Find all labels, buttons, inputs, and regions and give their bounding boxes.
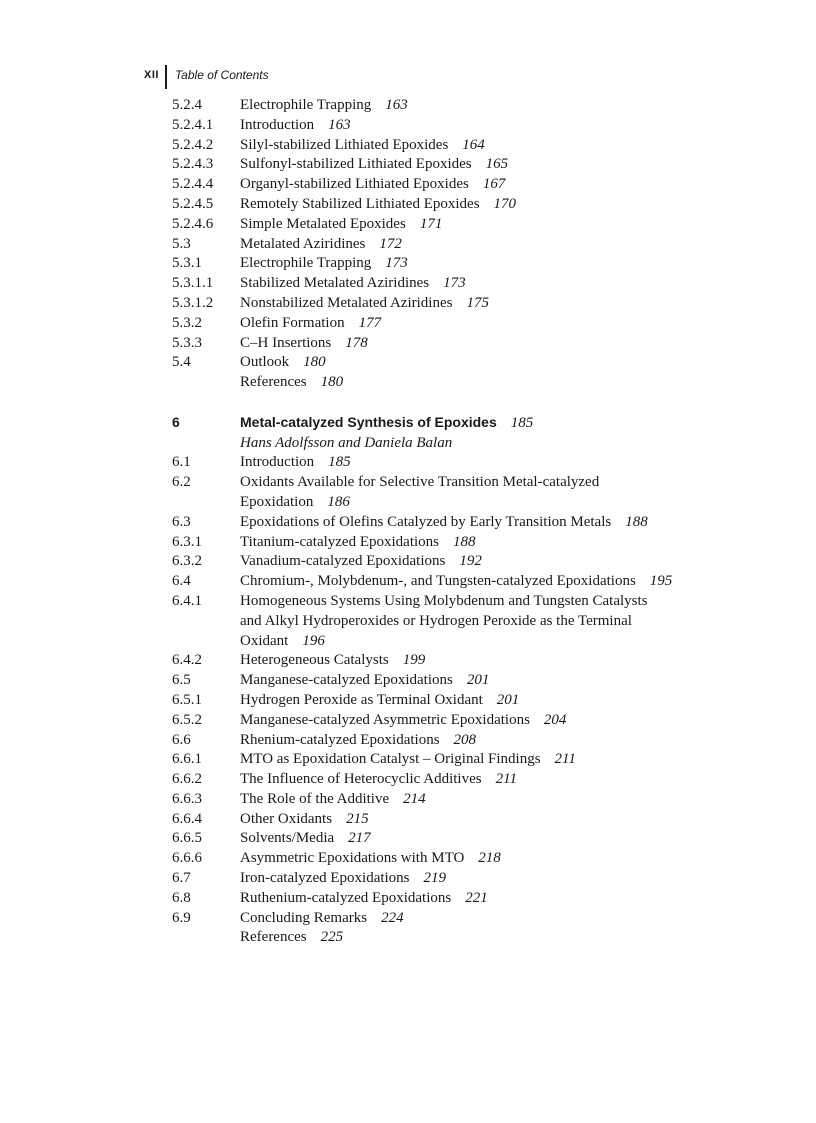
- entry-title: Simple Metalated Epoxides: [240, 215, 406, 232]
- toc-entry[interactable]: [172, 612, 732, 632]
- entry-page: 177: [358, 314, 382, 331]
- entry-number: 5.3: [172, 235, 191, 252]
- entry-number: [172, 632, 240, 652]
- entry-number: 5.2.4.4: [172, 176, 214, 193]
- toc-entry[interactable]: [172, 671, 732, 691]
- entry-title: Solvents/Media: [240, 830, 335, 847]
- entry-title: Epoxidation: [240, 493, 314, 510]
- entry-number: 6.4.2: [172, 652, 202, 669]
- entry-title: Ruthenium-catalyzed Epoxidations: [240, 889, 452, 906]
- entry-page: 164: [462, 136, 485, 153]
- entry-title: References: [240, 929, 307, 946]
- entry-title: Oxidant: [240, 632, 289, 649]
- entry-title: Hydrogen Peroxide as Terminal Oxidant: [240, 691, 483, 708]
- entry-page: 196: [302, 632, 325, 649]
- entry-page: 163: [385, 97, 408, 113]
- entry-title: Homogeneous Systems Using Molybdenum and Tungsten Catalysts: [240, 592, 648, 609]
- chapter-title: Metal-catalyzed Synthesis of Epoxides: [240, 413, 497, 430]
- entry-page: 214: [403, 790, 426, 807]
- chapter-authors: Hans Adolfsson and Daniela Balan: [240, 434, 453, 451]
- toc-entry[interactable]: [172, 592, 732, 612]
- entry-number: 5.2.4.6: [172, 215, 214, 232]
- toc-entry[interactable]: [172, 829, 732, 849]
- chapter-authors-row: [172, 434, 732, 454]
- entry-title: Nonstabilized Metalated Aziridines: [240, 294, 453, 311]
- entry-number: 6.6.3: [172, 790, 202, 807]
- entry-number: 6.5.2: [172, 711, 202, 728]
- toc-entry[interactable]: [172, 513, 732, 533]
- entry-number: 5.4: [172, 354, 191, 371]
- toc-entry[interactable]: [172, 175, 732, 195]
- entry-title: Epoxidations of Olefins Catalyzed by Early Transition Metals: [240, 513, 612, 530]
- toc-entry[interactable]: [172, 353, 732, 373]
- entry-number: 6.3.2: [172, 553, 202, 570]
- entry-title: Stabilized Metalated Aziridines: [240, 275, 430, 292]
- entry-page: 188: [453, 533, 476, 550]
- entry-page: 171: [419, 215, 443, 232]
- entry-page: 211: [495, 771, 517, 788]
- toc-entry[interactable]: [172, 314, 732, 334]
- entry-page: 186: [327, 493, 350, 510]
- entry-title: Olefin Formation: [240, 314, 345, 331]
- toc-entry[interactable]: [172, 215, 732, 235]
- entry-number: 6.6.1: [172, 751, 202, 768]
- toc-entry[interactable]: [172, 195, 732, 215]
- entry-number: 6.6.6: [172, 850, 202, 867]
- entry-page: 195: [649, 573, 673, 590]
- entry-page: 208: [453, 731, 477, 748]
- toc-entry[interactable]: [172, 96, 732, 116]
- toc-entry[interactable]: [172, 235, 732, 255]
- entry-page: 221: [465, 889, 488, 906]
- entry-number: 6.2: [172, 474, 191, 491]
- entry-number: [172, 612, 240, 632]
- entry-number: [172, 928, 240, 948]
- toc-entry[interactable]: [172, 869, 732, 889]
- entry-title: Manganese-catalyzed Epoxidations: [240, 672, 453, 689]
- toc-entry[interactable]: [172, 136, 732, 156]
- toc-entry[interactable]: [172, 750, 732, 770]
- toc-entry[interactable]: [172, 572, 732, 592]
- entry-page: 163: [328, 116, 351, 133]
- toc-entry[interactable]: [172, 373, 732, 393]
- entry-page: 219: [423, 870, 447, 887]
- toc-entry[interactable]: [172, 116, 732, 136]
- running-title: Table of Contents: [174, 68, 269, 82]
- toc-section-5: [172, 96, 732, 393]
- entry-page: 204: [543, 711, 567, 728]
- entry-title: The Role of the Additive: [240, 790, 390, 807]
- entry-number: 6.5: [172, 672, 191, 689]
- toc-entry[interactable]: [172, 711, 732, 731]
- entry-number: 5.3.1.1: [172, 275, 214, 292]
- entry-number: 6.8: [172, 889, 191, 906]
- entry-number: 6.5.1: [172, 691, 202, 708]
- entry-page: 211: [554, 751, 576, 768]
- toc-entry[interactable]: [172, 473, 732, 493]
- entry-number: 6.6: [172, 731, 191, 748]
- entry-page: 201: [496, 691, 520, 708]
- header-rule: [165, 65, 167, 89]
- chapter-page: 185: [510, 414, 534, 431]
- entry-title: Titanium-catalyzed Epoxidations: [240, 533, 439, 550]
- entry-title: References: [240, 374, 307, 391]
- toc-entry[interactable]: [172, 790, 732, 810]
- entry-number: 5.3.3: [172, 334, 202, 351]
- entry-title: Heterogeneous Catalysts: [240, 652, 389, 669]
- toc-entry[interactable]: [172, 453, 732, 473]
- entry-number: 5.2.4.1: [172, 116, 214, 133]
- entry-title: Vanadium-catalyzed Epoxidations: [240, 553, 446, 570]
- entry-title: Outlook: [240, 354, 290, 371]
- entry-title: Rhenium-catalyzed Epoxidations: [240, 731, 440, 748]
- entry-number: [172, 373, 240, 393]
- entry-title: Concluding Remarks: [240, 909, 368, 926]
- entry-number: [172, 493, 240, 513]
- entry-number: 6.6.2: [172, 771, 202, 788]
- entry-title: Introduction: [240, 116, 315, 133]
- toc-entry[interactable]: [172, 493, 732, 513]
- toc-section-6: [172, 453, 732, 948]
- entry-page: 218: [478, 850, 501, 867]
- entry-page: 201: [466, 672, 490, 689]
- entry-page: 192: [459, 553, 482, 570]
- toc-entry[interactable]: [172, 254, 732, 274]
- entry-title: Remotely Stabilized Lithiated Epoxides: [240, 195, 480, 212]
- section-spacer: [172, 393, 732, 413]
- entry-number: 6.3.1: [172, 533, 202, 550]
- entry-page: 167: [482, 176, 506, 193]
- entry-number: 5.2.4.3: [172, 156, 214, 173]
- entry-title: Other Oxidants: [240, 810, 333, 827]
- entry-number: 6.6.5: [172, 830, 202, 847]
- toc-entry[interactable]: [172, 691, 732, 711]
- entry-number: 5.3.1.2: [172, 294, 214, 311]
- entry-page: 217: [348, 830, 371, 847]
- chapter-heading[interactable]: [172, 413, 732, 434]
- entry-title: Introduction: [240, 454, 315, 471]
- toc-entry[interactable]: [172, 274, 732, 294]
- entry-title: Organyl-stabilized Lithiated Epoxides: [240, 176, 469, 193]
- entry-page: 180: [320, 374, 344, 391]
- entry-page: 188: [625, 513, 648, 530]
- entry-title: Silyl-stabilized Lithiated Epoxides: [240, 136, 449, 153]
- entry-title: Asymmetric Epoxidations with MTO: [240, 850, 465, 867]
- toc-entry[interactable]: [172, 731, 732, 751]
- entry-page: 178: [345, 334, 368, 351]
- entry-number: 6.4: [172, 573, 191, 590]
- entry-page: 175: [466, 294, 489, 311]
- entry-title: Electrophile Trapping: [240, 255, 372, 272]
- entry-number: 5.3.2: [172, 314, 202, 331]
- entry-page: 173: [443, 275, 466, 292]
- entry-page: 170: [493, 195, 517, 212]
- entry-number: 6.9: [172, 909, 191, 926]
- entry-page: 215: [346, 810, 369, 827]
- entry-number: 6.1: [172, 454, 191, 471]
- entry-page: 224: [381, 909, 404, 926]
- toc-entry[interactable]: [172, 533, 732, 553]
- entry-page: 180: [303, 354, 326, 371]
- entry-title: C–H Insertions: [240, 334, 332, 351]
- entry-page: 165: [485, 156, 509, 173]
- toc-entry[interactable]: [172, 334, 732, 354]
- toc-entry[interactable]: [172, 909, 732, 929]
- toc-entry[interactable]: [172, 294, 732, 314]
- entry-title: Sulfonyl-stabilized Lithiated Epoxides: [240, 156, 472, 173]
- entry-number: 6.4.1: [172, 592, 202, 609]
- entry-title: Oxidants Available for Selective Transition Metal-catalyzed: [240, 474, 600, 491]
- entry-title: Electrophile Trapping: [240, 97, 372, 113]
- toc-entry[interactable]: [172, 651, 732, 671]
- entry-title: The Influence of Heterocyclic Additives: [240, 771, 482, 788]
- entry-title: Metalated Aziridines: [240, 235, 366, 252]
- entry-number: 6.3: [172, 513, 191, 530]
- entry-page: 173: [385, 255, 408, 272]
- running-header: [144, 64, 269, 86]
- chapter-number: 6: [172, 413, 180, 430]
- entry-number: 5.2.4.2: [172, 136, 214, 153]
- table-of-contents: [172, 96, 732, 948]
- entry-page: 185: [328, 454, 351, 471]
- entry-number: 5.2.4.5: [172, 195, 214, 212]
- entry-number: 6.6.4: [172, 810, 202, 827]
- entry-number: 5.3.1: [172, 255, 202, 272]
- toc-entry[interactable]: [172, 632, 732, 652]
- entry-title: Manganese-catalyzed Asymmetric Epoxidations: [240, 711, 530, 728]
- entry-title: and Alkyl Hydroperoxides or Hydrogen Peroxide as the Terminal: [240, 612, 632, 629]
- toc-entry[interactable]: [172, 810, 732, 830]
- entry-title: MTO as Epoxidation Catalyst – Original Findings: [240, 751, 541, 768]
- toc-entry[interactable]: [172, 928, 732, 948]
- page-number: XII: [144, 69, 159, 81]
- entry-page: 172: [379, 235, 402, 252]
- entry-number: 5.2.4: [172, 97, 202, 113]
- entry-title: Chromium-, Molybdenum-, and Tungsten-catalyzed Epoxidations: [240, 573, 636, 590]
- entry-page: 225: [320, 929, 344, 946]
- toc-entry[interactable]: [172, 849, 732, 869]
- entry-number: 6.7: [172, 870, 191, 887]
- entry-page: 199: [402, 652, 426, 669]
- entry-title: Iron-catalyzed Epoxidations: [240, 870, 410, 887]
- toc-entry[interactable]: [172, 155, 732, 175]
- toc-entry[interactable]: [172, 552, 732, 572]
- toc-entry[interactable]: [172, 889, 732, 909]
- toc-entry[interactable]: [172, 770, 732, 790]
